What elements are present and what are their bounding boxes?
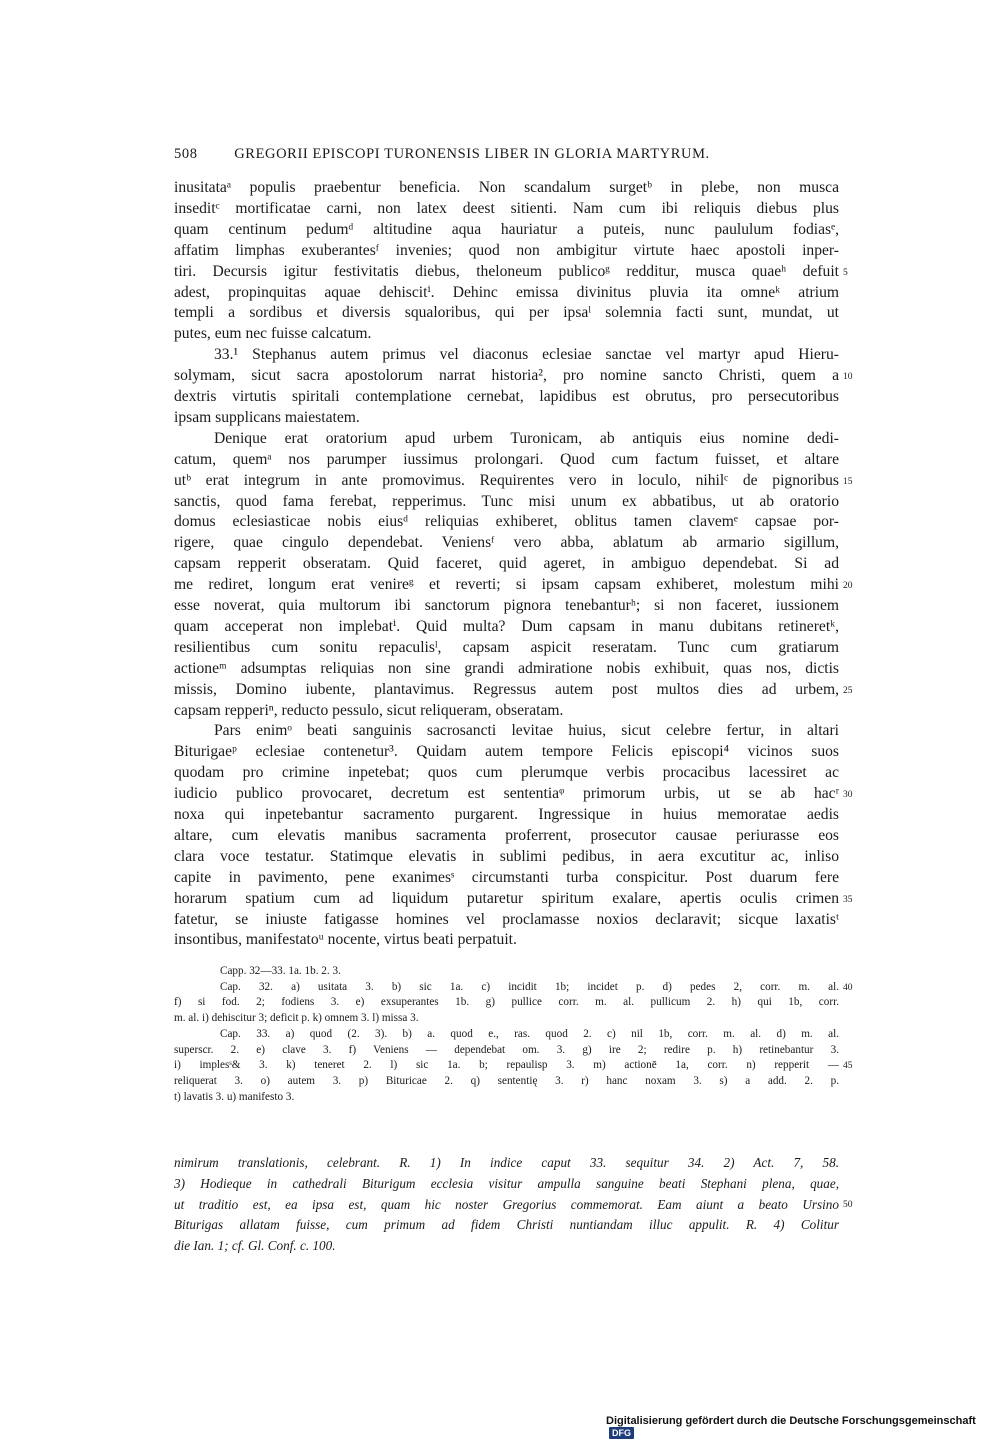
line-text: capsam repperit obseratam. Quid faceret, quid ageret, in ambiguo dependebat. Si ad — [174, 555, 839, 573]
body-line — [174, 638, 839, 658]
digitization-text: Digitalisierung gefördert durch die Deutsche Forschungsgemeinschaft — [606, 1415, 976, 1427]
note-line — [174, 1237, 839, 1255]
body-line — [174, 930, 839, 950]
body-line — [174, 199, 839, 219]
line-text: domus eclesiasticae nobis eiusᵈ reliquias exhiberet, oblitus tamen clavemᵉ capsae por- — [174, 513, 839, 531]
page-header — [174, 146, 836, 163]
app-line — [174, 1058, 839, 1073]
line-text: resilientibus cum sonitu repaculisˡ, capsam aspicit reseratam. Tunc cum gratiarum — [174, 638, 839, 656]
line-text: horarum spatium cum ad liquidum putaretur spiritum exalare, apertis oculis crimen — [174, 889, 839, 907]
line-text: solymam, sicut sacra apostolorum narrat historia², pro nomine sancto Christi, quem a — [174, 367, 839, 385]
line-number: 25 — [843, 685, 853, 696]
note-line — [174, 1154, 839, 1172]
line-text: Pars enimᵒ beati sanguinis sacrosancti levitae huius, sicut celebre fertur, in altari — [214, 722, 839, 740]
app-line — [220, 1027, 839, 1042]
line-text: Capp. 32—33. 1a. 1b. 2. 3. — [220, 965, 341, 977]
line-text: clara voce testatur. Statimque elevatis in sublimi pedibus, in aera excutitur ac, inliso — [174, 847, 839, 865]
note-line — [174, 1216, 839, 1234]
line-text: superscr. 2. e) clave 3. f) Veniens — dependebat om. 3. g) ire 2; redire p. h) retinebantur 3. — [174, 1043, 839, 1056]
line-text: quam acceperat non implebatⁱ. Quid multa? Dum capsam in manu dubitans retineretᵏ, — [174, 617, 839, 635]
line-text: capsam repperiⁿ, reducto pessulo, sicut reliqueram, obseratam. — [174, 701, 564, 719]
body-line — [174, 324, 839, 344]
body-line — [214, 721, 839, 741]
body-line — [174, 680, 839, 700]
line-number: 45 — [843, 1061, 853, 1072]
body-line — [174, 241, 839, 261]
line-text: m. al. i) dehiscitur 3; deficit p. k) omnem 3. l) missa 3. — [174, 1012, 419, 1025]
dfg-logo: DFG — [609, 1427, 634, 1439]
line-text: fatetur, se iniuste fatigasse homines vel proclamasse noxios declaravit; sicque laxatisᵗ — [174, 910, 839, 928]
body-line — [174, 492, 839, 512]
body-line — [174, 471, 839, 491]
line-text: Cap. 33. a) quod (2. 3). b) a. quod e., ras. quod 2. c) nil 1b, corr. m. al. d) m. al. — [220, 1027, 839, 1040]
running-title: GREGORII EPISCOPI TURONENSIS LIBER IN GLORIA MARTYRUM. — [234, 146, 710, 162]
line-text: 3) Hodieque in cathedrali Biturigum ecclesia visitur ampulla sanguine beati Stephani plena, quae, — [174, 1175, 839, 1191]
body-line — [174, 784, 839, 804]
line-text: 33.¹ Stephanus autem primus vel diaconus eclesiae sanctae vel martyr apud Hieru- — [214, 346, 839, 364]
app-line — [220, 980, 839, 995]
line-number: 20 — [843, 581, 853, 592]
line-text: utᵇ erat integrum in ante promovimus. Requirentes vero in loculo, nihilᶜ de pignoribus — [174, 471, 839, 489]
line-text: catum, quemᵃ nos parumper iussimus prolongari. Quod cum factum fuisset, et altare — [174, 450, 839, 468]
body-line — [174, 408, 839, 428]
line-text: actioneᵐ adsumptas reliquias non sine grandi admiratione nobis exhibuit, quas nos, dictis — [174, 659, 839, 677]
app-line — [220, 964, 839, 979]
line-number: 50 — [843, 1199, 853, 1210]
line-number: 5 — [843, 267, 848, 278]
body-line — [174, 763, 839, 783]
app-line — [174, 1074, 839, 1089]
line-text: nimirum translationis, celebrant. R. 1) In indice caput 33. sequitur 34. 2) Act. 7, 58. — [174, 1155, 839, 1170]
line-text: tiri. Decursis igitur festivitatis diebus, theloneum publicoᵍ redditur, musca quaeʰ defuit — [174, 262, 839, 280]
body-line — [174, 910, 839, 930]
body-line — [174, 826, 839, 846]
body-line — [174, 366, 839, 386]
line-number: 35 — [843, 894, 853, 905]
body-line — [174, 575, 839, 595]
line-text: rigere, quae cingulo dependebat. Veniensᶠ vero abba, ablatum ab armario sigillum, — [174, 534, 839, 552]
body-line — [174, 512, 839, 532]
line-text: Biturigaeᵖ eclesiae contenetur³. Quidam autem tempore Felicis episcopi⁴ vicinos suos — [174, 743, 839, 761]
line-number: 10 — [843, 372, 853, 383]
line-text: adest, propinquitas aquae dehiscitⁱ. Dehinc emissa divinitus pluvia ita omneᵏ atrium — [174, 283, 839, 301]
line-text: putes, eum nec fuisse calcatum. — [174, 325, 372, 343]
body-line — [174, 262, 839, 282]
line-text: quam centinum pedumᵈ altitudine aqua hauriatur a puteis, nunc paululum fodiasᵉ, — [174, 220, 839, 238]
line-text: f) si fod. 2; fodiens 3. e) exsuperantes 1b. g) pullice corr. m. al. pullicum 2. h) qui 1b, corr. — [174, 996, 839, 1009]
line-text: templi a sordibus et diversis squaloribus, qui per ipsaˡ solemnia facti sunt, mundat, ut — [174, 304, 839, 322]
body-line — [174, 450, 839, 470]
line-number: 30 — [843, 790, 853, 801]
body-line — [174, 178, 839, 198]
body-line — [214, 345, 839, 365]
body-line — [174, 868, 839, 888]
line-text: ut traditio est, ea ipsa est, quam hic noster Gregorius commemorat. Eam aiunt a beato Ursino — [174, 1196, 839, 1212]
line-text: inseditᶜ mortificatae carni, non latex deest sitienti. Nam cum ibi reliquis diebus plus — [174, 199, 839, 217]
line-text: dextris virtutis spiritali contemplatione cernebat, lapidibus est obrutus, pro persecutoribus — [174, 388, 839, 405]
line-text: inusitataᵃ populis praebentur beneficia. Non scandalum surgetᵇ in plebe, non musca — [174, 179, 839, 196]
app-line — [174, 995, 839, 1010]
line-number: 40 — [843, 982, 853, 993]
app-line — [174, 1090, 839, 1105]
line-text: Biturigas allatam fuisse, cum primum ad fidem Christi nuntiandam illuc appulit. R. 4) Colitur — [174, 1217, 839, 1233]
body-line — [174, 596, 839, 616]
body-line — [174, 283, 839, 303]
line-text: sanctis, quod fama ferebat, repperimus. Tunc misi unum ex abbatibus, ut ab oratorio — [174, 492, 839, 510]
body-line — [174, 533, 839, 553]
digitization-credit — [606, 1415, 1000, 1439]
body-line — [174, 805, 839, 825]
body-line — [174, 847, 839, 867]
body-line — [214, 429, 839, 449]
body-line — [174, 742, 839, 762]
line-text: quodam pro crimine inpetebat; quos cum plerumque verbis procacibus lacessiret ac — [174, 764, 839, 782]
line-text: Denique erat oratorium apud urbem Turonicam, ab antiquis eius nomine dedi- — [214, 429, 839, 447]
page-number: 508 — [174, 146, 198, 162]
line-text: Cap. 32. a) usitata 3. b) sic 1a. c) incidit 1b; incidet p. d) pedes 2, corr. m. al. — [220, 980, 839, 993]
app-line — [174, 1011, 839, 1026]
app-line — [174, 1043, 839, 1058]
body-line — [174, 617, 839, 637]
line-text: affatim limphas exuberantesᶠ invenies; quod non ambigitur virtute haec apostoli inper- — [174, 241, 839, 259]
body-line — [174, 659, 839, 679]
body-line — [174, 889, 839, 909]
line-text: noxa qui inpetebantur sacramento purgarent. Ingressique in huius memoratae aedis — [174, 806, 839, 823]
line-text: insontibus, manifestatoᵘ nocente, virtus beati perpatuit. — [174, 931, 517, 949]
line-text: ipsam supplicans maiestatem. — [174, 408, 360, 426]
note-line — [174, 1175, 839, 1193]
line-number: 15 — [843, 476, 853, 487]
body-line — [174, 387, 839, 407]
body-line — [174, 220, 839, 240]
note-line — [174, 1196, 839, 1214]
line-text: reliquerat 3. o) autem 3. p) Bituricae 2. q) sententię 3. r) hanc noxam 3. s) a add. 2. p. — [174, 1074, 839, 1087]
line-text: capite in pavimento, pene exanimesˢ circumstanti turba conspicitur. Post duarum fere — [174, 868, 839, 886]
line-text: me rediret, longum erat venireᵍ et reverti; si ipsam capsam exhiberet, molestum mihi — [174, 576, 839, 594]
body-line — [174, 303, 839, 323]
line-text: altare, cum elevatis manibus sacramenta proferrent, prosecutor causae periurasse eos — [174, 826, 839, 844]
line-text: iudicio publico provocaret, decretum est sententiaᵠ primorum urbis, ut se ab hacʳ — [174, 785, 839, 803]
line-text: t) lavatis 3. u) manifesto 3. — [174, 1090, 295, 1103]
line-text: missis, Domino iubente, plantavimus. Regressus autem post multos dies ad urbem, — [174, 680, 839, 698]
line-text: die Ian. 1; cf. Gl. Conf. c. 100. — [174, 1238, 336, 1254]
line-text: esse noverat, quia multorum ibi sanctorum pignora tenebanturʰ; si non faceret, iussionem — [174, 597, 839, 614]
line-text: i) implesˢ& 3. k) teneret 2. l) sic 1a. b; repaulisp 3. m) actionē 1a, corr. n) repperit — — [174, 1059, 839, 1072]
body-line — [174, 701, 839, 721]
body-line — [174, 554, 839, 574]
